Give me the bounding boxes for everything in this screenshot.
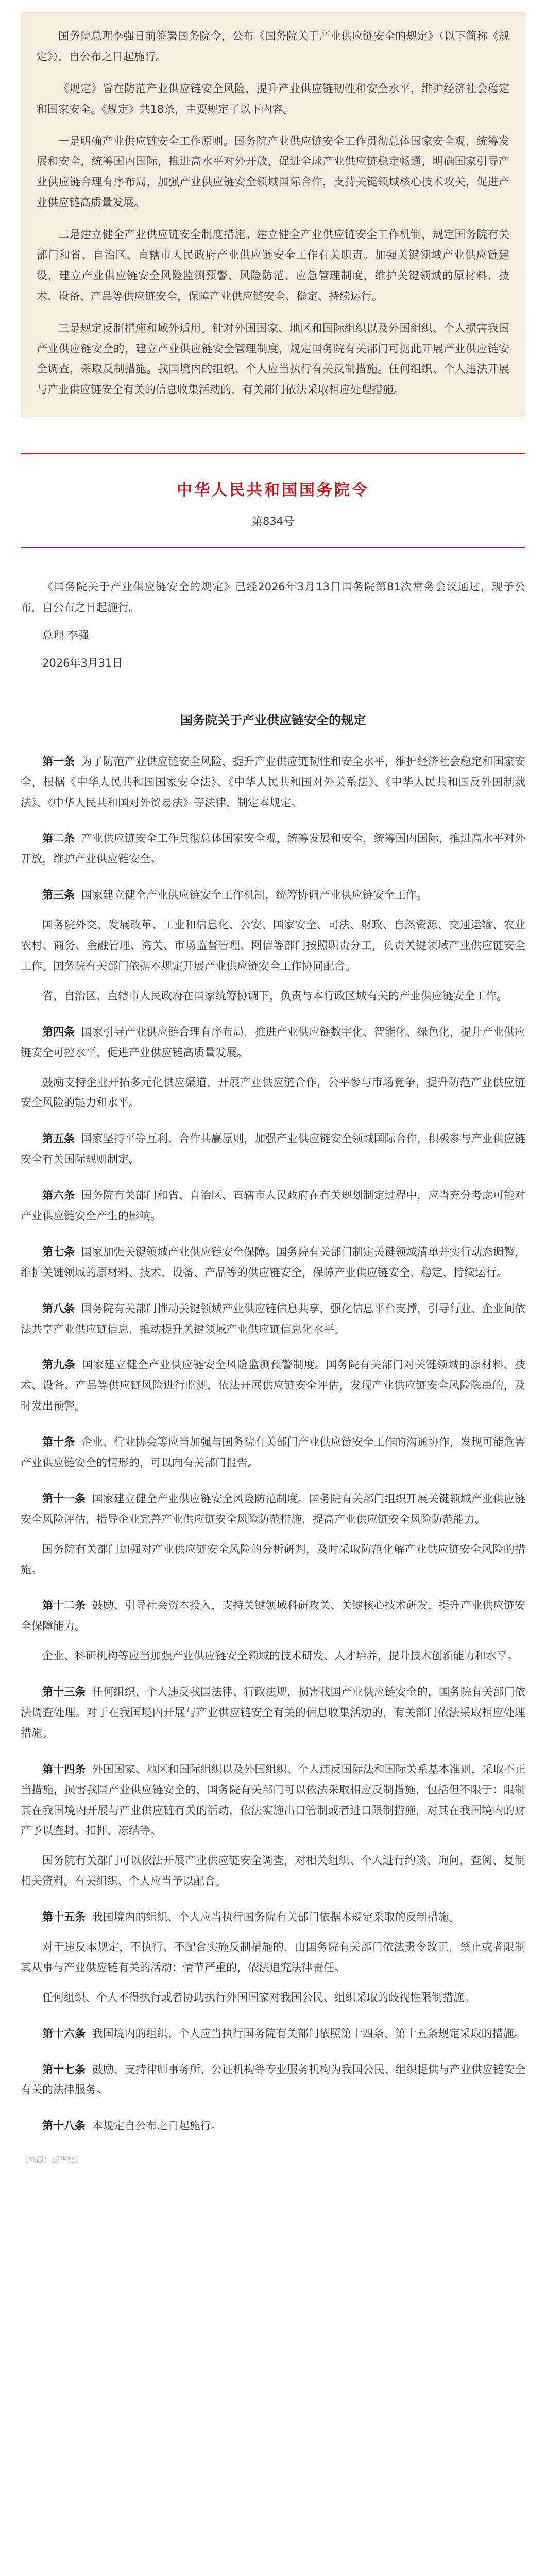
article-paragraph (21, 1299, 525, 1340)
regulation-articles (21, 752, 525, 2137)
article-paragraph (21, 752, 525, 814)
article-paragraph (21, 1489, 525, 1530)
article-body: 国家引导产业供应链合理有序布局，推进产业供应链数字化、智能化、绿色化，提升产业供应链安全可控水平，促进产业供应链高质量发展。 (21, 1025, 526, 1059)
article-body: 为了防范产业供应链安全风险，提升产业供应链韧性和安全水平，维护经济社会稳定和国家安全，根据《中华人民共和国国家安全法》、《中华人民共和国对外关系法》、《中华人民共和国反外国制裁法》、《中华人民共和国对外贸易法》等法律，制定本规定。 (21, 755, 526, 809)
preamble-signature: 总理 李强 (42, 629, 89, 642)
article-body: 鼓励、引导社会资本投入，支持关键领域科研攻关、关键核心技术研发，提升产业供应链安全保障能力。 (21, 1599, 526, 1633)
preamble-date: 2026年3月31日 (42, 656, 123, 669)
article-paragraph (21, 986, 525, 1007)
article-body: 国家建立健全产业供应链安全工作机制，统筹协调产业供应链安全工作。 (81, 889, 428, 902)
summary-paragraph: 《规定》旨在防范产业供应链安全风险，提升产业供应链韧性和安全水平，维护经济社会稳定和国家安全。《规定》共18条，主要规定了以下内容。 (37, 82, 509, 115)
article-paragraph (21, 885, 525, 906)
article-paragraph (21, 2024, 525, 2044)
article-label: 第十七条 (42, 2063, 86, 2076)
regulation-article (21, 1432, 525, 1473)
regulation-article (21, 1022, 525, 1114)
article-paragraph (21, 1596, 525, 1637)
article-paragraph (21, 1022, 525, 1063)
regulation-article (21, 2024, 525, 2044)
regulation-article (21, 1242, 525, 1283)
summary-paragraph: 二是建立健全产业供应链安全制度措施。建立健全产业供应链安全工作机制，规定国务院有关部门和省、自治区、直辖市人民政府产业供应链安全工作有关职责。加强关键领域产业供应链建设，建立产业供应链安全风险监测预警、风险防范、应急管理制度，维护关键领域的原材料、技术、设备、产品等供应链安全，保障产业供应链安全、稳定、持续运行。 (37, 228, 509, 302)
summary-paragraph: 三是规定反制措施和域外适用。针对外国国家、地区和国际组织以及外国组织、个人损害我国产业供应链安全的，建立产业供应链安全管理制度，规定国务院有关部门可据此开展产业供应链安全调查，采取反制措施。我国境内的组织、个人应当执行有关反制措施。任何组织、个人违法开展与产业供应链安全有关的信息收集活动的，有关部门依法采取相应处理措施。 (37, 321, 509, 396)
article-body: 本规定自公布之日起施行。 (92, 2120, 222, 2132)
article-paragraph (21, 2116, 525, 2137)
article-body: 国家建立健全产业供应链安全风险防范制度。国务院有关部门组织开展关键领域产业供应链安全风险评估，指导企业完善产业供应链安全风险防范措施，提高产业供应链安全风险防范能力。 (21, 1492, 526, 1526)
article-label: 第九条 (42, 1359, 76, 1371)
article-label: 第十三条 (42, 1686, 86, 1699)
article-paragraph (21, 1646, 525, 1667)
article-label: 第二条 (42, 832, 75, 845)
article-body: 国务院有关部门可以依法开展产业供应链安全调查，对相关组织、个人进行约谈、询问，查阅、复制相关资料。有关组织、个人应当予以配合。 (21, 1854, 525, 1888)
summary-paragraph: 国务院总理李强日前签署国务院令，公布《国务院关于产业供应链安全的规定》（以下简称《规定》），自公布之日起施行。 (37, 30, 509, 63)
article-paragraph (21, 1907, 525, 1928)
article-label: 第十条 (42, 1436, 75, 1449)
article-label: 第十四条 (42, 1762, 86, 1775)
regulation-article (21, 1759, 525, 1892)
article-body: 鼓励、支持律师事务所、公证机构等专业服务机构为我国公民、组织提供与产业供应链安全有关的法律服务。 (21, 2063, 526, 2096)
article-label: 第七条 (42, 1245, 75, 1258)
article-label: 第一条 (42, 755, 75, 768)
article-paragraph (21, 915, 525, 977)
article-body: 国务院有关部门和省、自治区、直辖市人民政府在有关规划制定过程中，应当充分考虑可能对产业供应链安全产生的影响。 (21, 1189, 526, 1222)
article-paragraph (21, 1539, 525, 1581)
article-body: 任何组织、个人不得执行或者协助执行外国国家对我国公民、组织采取的歧视性限制措施。 (42, 1991, 475, 2004)
article-label: 第五条 (42, 1132, 75, 1145)
article-paragraph (21, 1073, 525, 1114)
article-paragraph (21, 1759, 525, 1842)
regulation-article (21, 752, 525, 814)
decree-preamble (21, 577, 525, 674)
article-paragraph (21, 1682, 525, 1744)
summary-paragraph: 一是明确产业供应链安全工作原则。国务院产业供应链安全工作贯彻总体国家安全观，统筹发展和安全，统筹国内国际，推进高水平对外开放，促进全球产业供应链稳定畅通，明确国家引导产业供应链合理有序布局，加强产业供应链安全领域国际合作，支持关键领域核心技术攻关，促进产业供应链高质量发展。 (37, 134, 509, 209)
article-body: 我国境内的组织、个人应当执行国务院有关部门依据本规定采取的反制措施。 (92, 1911, 460, 1924)
article-label: 第四条 (42, 1025, 75, 1038)
decree-number: 第834号 (251, 515, 295, 528)
regulation-article (21, 1682, 525, 1744)
article-body: 产业供应链安全工作贯彻总体国家安全观，统筹发展和安全，统筹国内国际，推进高水平对外开放，维护产业供应链安全。 (21, 832, 526, 866)
regulation-article (21, 1489, 525, 1581)
article-label: 第十一条 (42, 1492, 86, 1505)
regulation-article (21, 885, 525, 1006)
regulation-article (21, 1185, 525, 1227)
source-credit: （来源：新华社） (21, 2155, 83, 2165)
article-body: 对于违反本规定，不执行、不配合实施反制措施的，由国务院有关部门依法责令改正，禁止或者限制其从事与产业供应链有关的活动；情节严重的，依法追究法律责任。 (21, 1941, 525, 1974)
article-body: 任何组织、个人违反我国法律、行政法规，损害我国产业供应链安全的，国务院有关部门依法调查处理。对于在我国境内开展与产业供应链安全有关的信息收集活动的，有关部门依法采取相应处理措施。 (21, 1686, 526, 1739)
article-label: 第十六条 (42, 2027, 86, 2040)
regulation-article (21, 1596, 525, 1667)
article-paragraph (21, 1988, 525, 2008)
article-body: 国家建立健全产业供应链安全风险监测预警制度。国务院有关部门对关键领域的原材料、技术、设备、产品等供应链风险进行监测，依法开展供应链安全评估，发现产业供应链安全风险隐患的，及时发出预警。 (21, 1359, 526, 1413)
article-body: 我国境内的组织、个人应当执行国务院有关部门依照第十四条、第十五条规定采取的措施。 (92, 2027, 525, 2040)
article-paragraph (21, 1242, 525, 1283)
article-body: 国务院有关部门加强对产业供应链安全风险的分析研判，及时采取防范化解产业供应链安全风险的措施。 (21, 1543, 525, 1576)
article-body: 国家加强关键领域产业供应链安全保障。国务院有关部门制定关键领域清单并实行动态调整，维护关键领域的原材料、技术、设备、产品等的供应链安全，保障产业供应链安全、稳定、持续运行。 (21, 1245, 526, 1279)
article-paragraph (21, 1432, 525, 1473)
regulation-article (21, 828, 525, 870)
regulation-title: 国务院关于产业供应链安全的规定 (180, 713, 366, 727)
article-body: 企业、行业协会等应当加强与国务院有关部门产业供应链安全工作的沟通协作，发现可能危害产业供应链安全的情形的，可以向有关部门报告。 (21, 1436, 526, 1469)
regulation-article (21, 1299, 525, 1340)
article-body: 省、自治区、直辖市人民政府在国家统筹协调下，负责与本行政区域有关的产业供应链安全工作。 (42, 989, 507, 1002)
article-label: 第十五条 (42, 1911, 86, 1924)
article-body: 企业、科研机构等应当加强产业供应链安全领域的技术研发、人才培养，提升技术创新能力和水平。 (42, 1650, 518, 1663)
article-paragraph (21, 828, 525, 870)
article-body: 鼓励支持企业开拓多元化供应渠道，开展产业供应链合作，公平参与市场竞争，提升防范产业供应链安全风险的能力和水平。 (21, 1076, 525, 1109)
article-label: 第三条 (42, 889, 75, 902)
regulation-article (21, 1907, 525, 2008)
article-body: 国家坚持平等互利、合作共赢原则，加强产业供应链安全领域国际合作，积极参与产业供应链安全有关国际规则制定。 (21, 1132, 526, 1166)
article-label: 第十二条 (42, 1599, 86, 1612)
decree-title: 中华人民共和国国务院令 (177, 481, 369, 500)
regulation-article (21, 2060, 525, 2101)
article-body: 国务院外交、发展改革、工业和信息化、公安、国家安全、司法、财政、自然资源、交通运输、农业农村、商务、金融管理、海关、市场监督管理、网信等部门按照职责分工，负责关键领域产业供应链安全工作。国务院有关部门依据本规定开展产业供应链安全工作协同配合。 (21, 919, 525, 972)
regulation-article (21, 2116, 525, 2137)
article-body: 外国国家、地区和国际组织以及外国组织、个人违反国际法和国际关系基本准则，采取不正当措施，损害我国产业供应链安全的，国务院有关部门可以依法采取相应反制措施，包括但不限于：限制其在我国境内开展与产业供应链有关的活动，依法实施出口管制或者进口限制措施，对其在我国境内的财产予以查封、扣押、冻结等。 (21, 1762, 526, 1837)
article-label: 第八条 (42, 1302, 75, 1315)
article-paragraph (21, 1851, 525, 1892)
decree-header (21, 453, 525, 548)
regulation-article (21, 1355, 525, 1417)
article-body: 国务院有关部门推动关键领域产业供应链信息共享，强化信息平台支撑，引导行业、企业间依法共享产业供应链信息，推动提升关键领域产业供应链信息化水平。 (21, 1302, 526, 1335)
article-paragraph (21, 2060, 525, 2101)
article-paragraph (21, 1355, 525, 1417)
article-paragraph (21, 1937, 525, 1978)
article-paragraph (21, 1185, 525, 1227)
article-paragraph (21, 1129, 525, 1170)
preamble-text: 《国务院关于产业供应链安全的规定》已经2026年3月13日国务院第81次常务会议通过，现予公布，自公布之日起施行。 (21, 581, 525, 614)
article-label: 第十八条 (42, 2120, 86, 2132)
summary-panel (21, 12, 525, 417)
regulation-article (21, 1129, 525, 1170)
article-label: 第六条 (42, 1189, 75, 1202)
